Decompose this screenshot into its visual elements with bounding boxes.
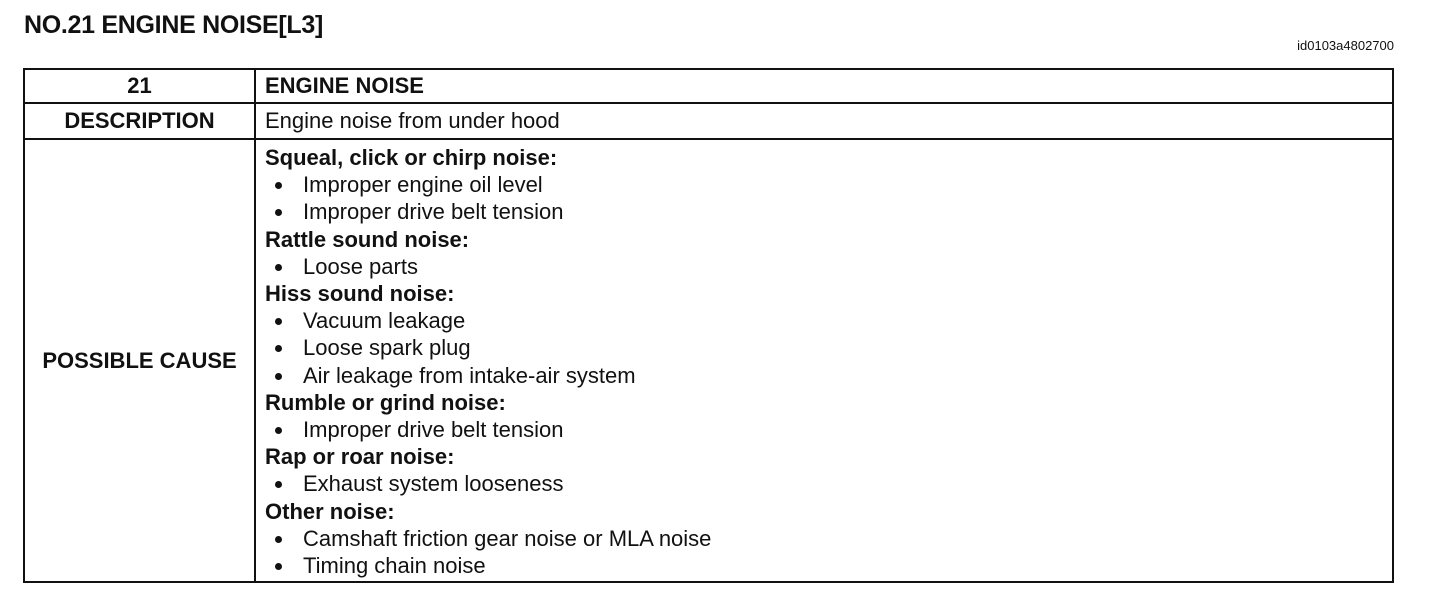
cause-item-text: Improper drive belt tension: [303, 199, 564, 225]
bullet-icon: [275, 209, 282, 216]
cause-list-item: [265, 525, 1392, 552]
bullet-icon: [275, 182, 282, 189]
cause-list-item: [265, 416, 1392, 443]
cause-item-text: Vacuum leakage: [303, 308, 466, 334]
cause-list-item: [265, 253, 1392, 280]
description-label: DESCRIPTION: [25, 104, 256, 138]
bullet-icon: [275, 264, 282, 271]
diagnosis-table: [23, 68, 1394, 583]
cause-group-title: Other noise:: [265, 498, 395, 524]
cause-item-text: Loose parts: [303, 253, 418, 279]
cause-group-title: Rap or roar noise:: [265, 444, 455, 470]
symptom-name: ENGINE NOISE: [265, 73, 424, 98]
cause-list-item: [265, 362, 1392, 389]
cause-item-text: Air leakage from intake-air system: [303, 362, 636, 388]
cause-item-text: Exhaust system looseness: [303, 471, 564, 497]
cause-list-item: [265, 171, 1392, 198]
cause-list-item: [265, 334, 1392, 361]
page-title: NO.21 ENGINE NOISE[L3]: [24, 11, 324, 39]
table-header-row: [25, 70, 1392, 104]
cause-item-text: Timing chain noise: [303, 553, 486, 579]
cause-list-item: [265, 470, 1392, 497]
bullet-icon: [275, 536, 282, 543]
possible-cause-row: [25, 140, 1392, 581]
description-value: Engine noise from under hood: [265, 108, 560, 133]
bullet-icon: [275, 345, 282, 352]
cause-list-item: [265, 307, 1392, 334]
bullet-icon: [275, 481, 282, 488]
cause-group-title: Squeal, click or chirp noise:: [265, 145, 558, 170]
bullet-icon: [275, 427, 282, 434]
cause-item-text: Improper engine oil level: [303, 172, 543, 198]
cause-group-title: Hiss sound noise:: [265, 281, 455, 307]
cause-group-title: Rumble or grind noise:: [265, 389, 506, 415]
cause-group-title: Rattle sound noise:: [265, 226, 470, 252]
bullet-icon: [275, 318, 282, 325]
bullet-icon: [275, 563, 282, 570]
image-id: id0103a4802700: [1297, 38, 1394, 53]
description-row: [25, 104, 1392, 140]
cause-item-text: Loose spark plug: [303, 335, 471, 361]
cause-item-text: Improper drive belt tension: [303, 417, 564, 443]
symptom-number: 21: [25, 70, 256, 102]
cause-list-item: [265, 552, 1392, 579]
possible-cause-label: POSSIBLE CAUSE: [25, 140, 256, 581]
cause-list-item: [265, 198, 1392, 225]
possible-cause-list: [256, 144, 1392, 579]
cause-item-text: Camshaft friction gear noise or MLA noise: [303, 525, 712, 551]
bullet-icon: [275, 373, 282, 380]
